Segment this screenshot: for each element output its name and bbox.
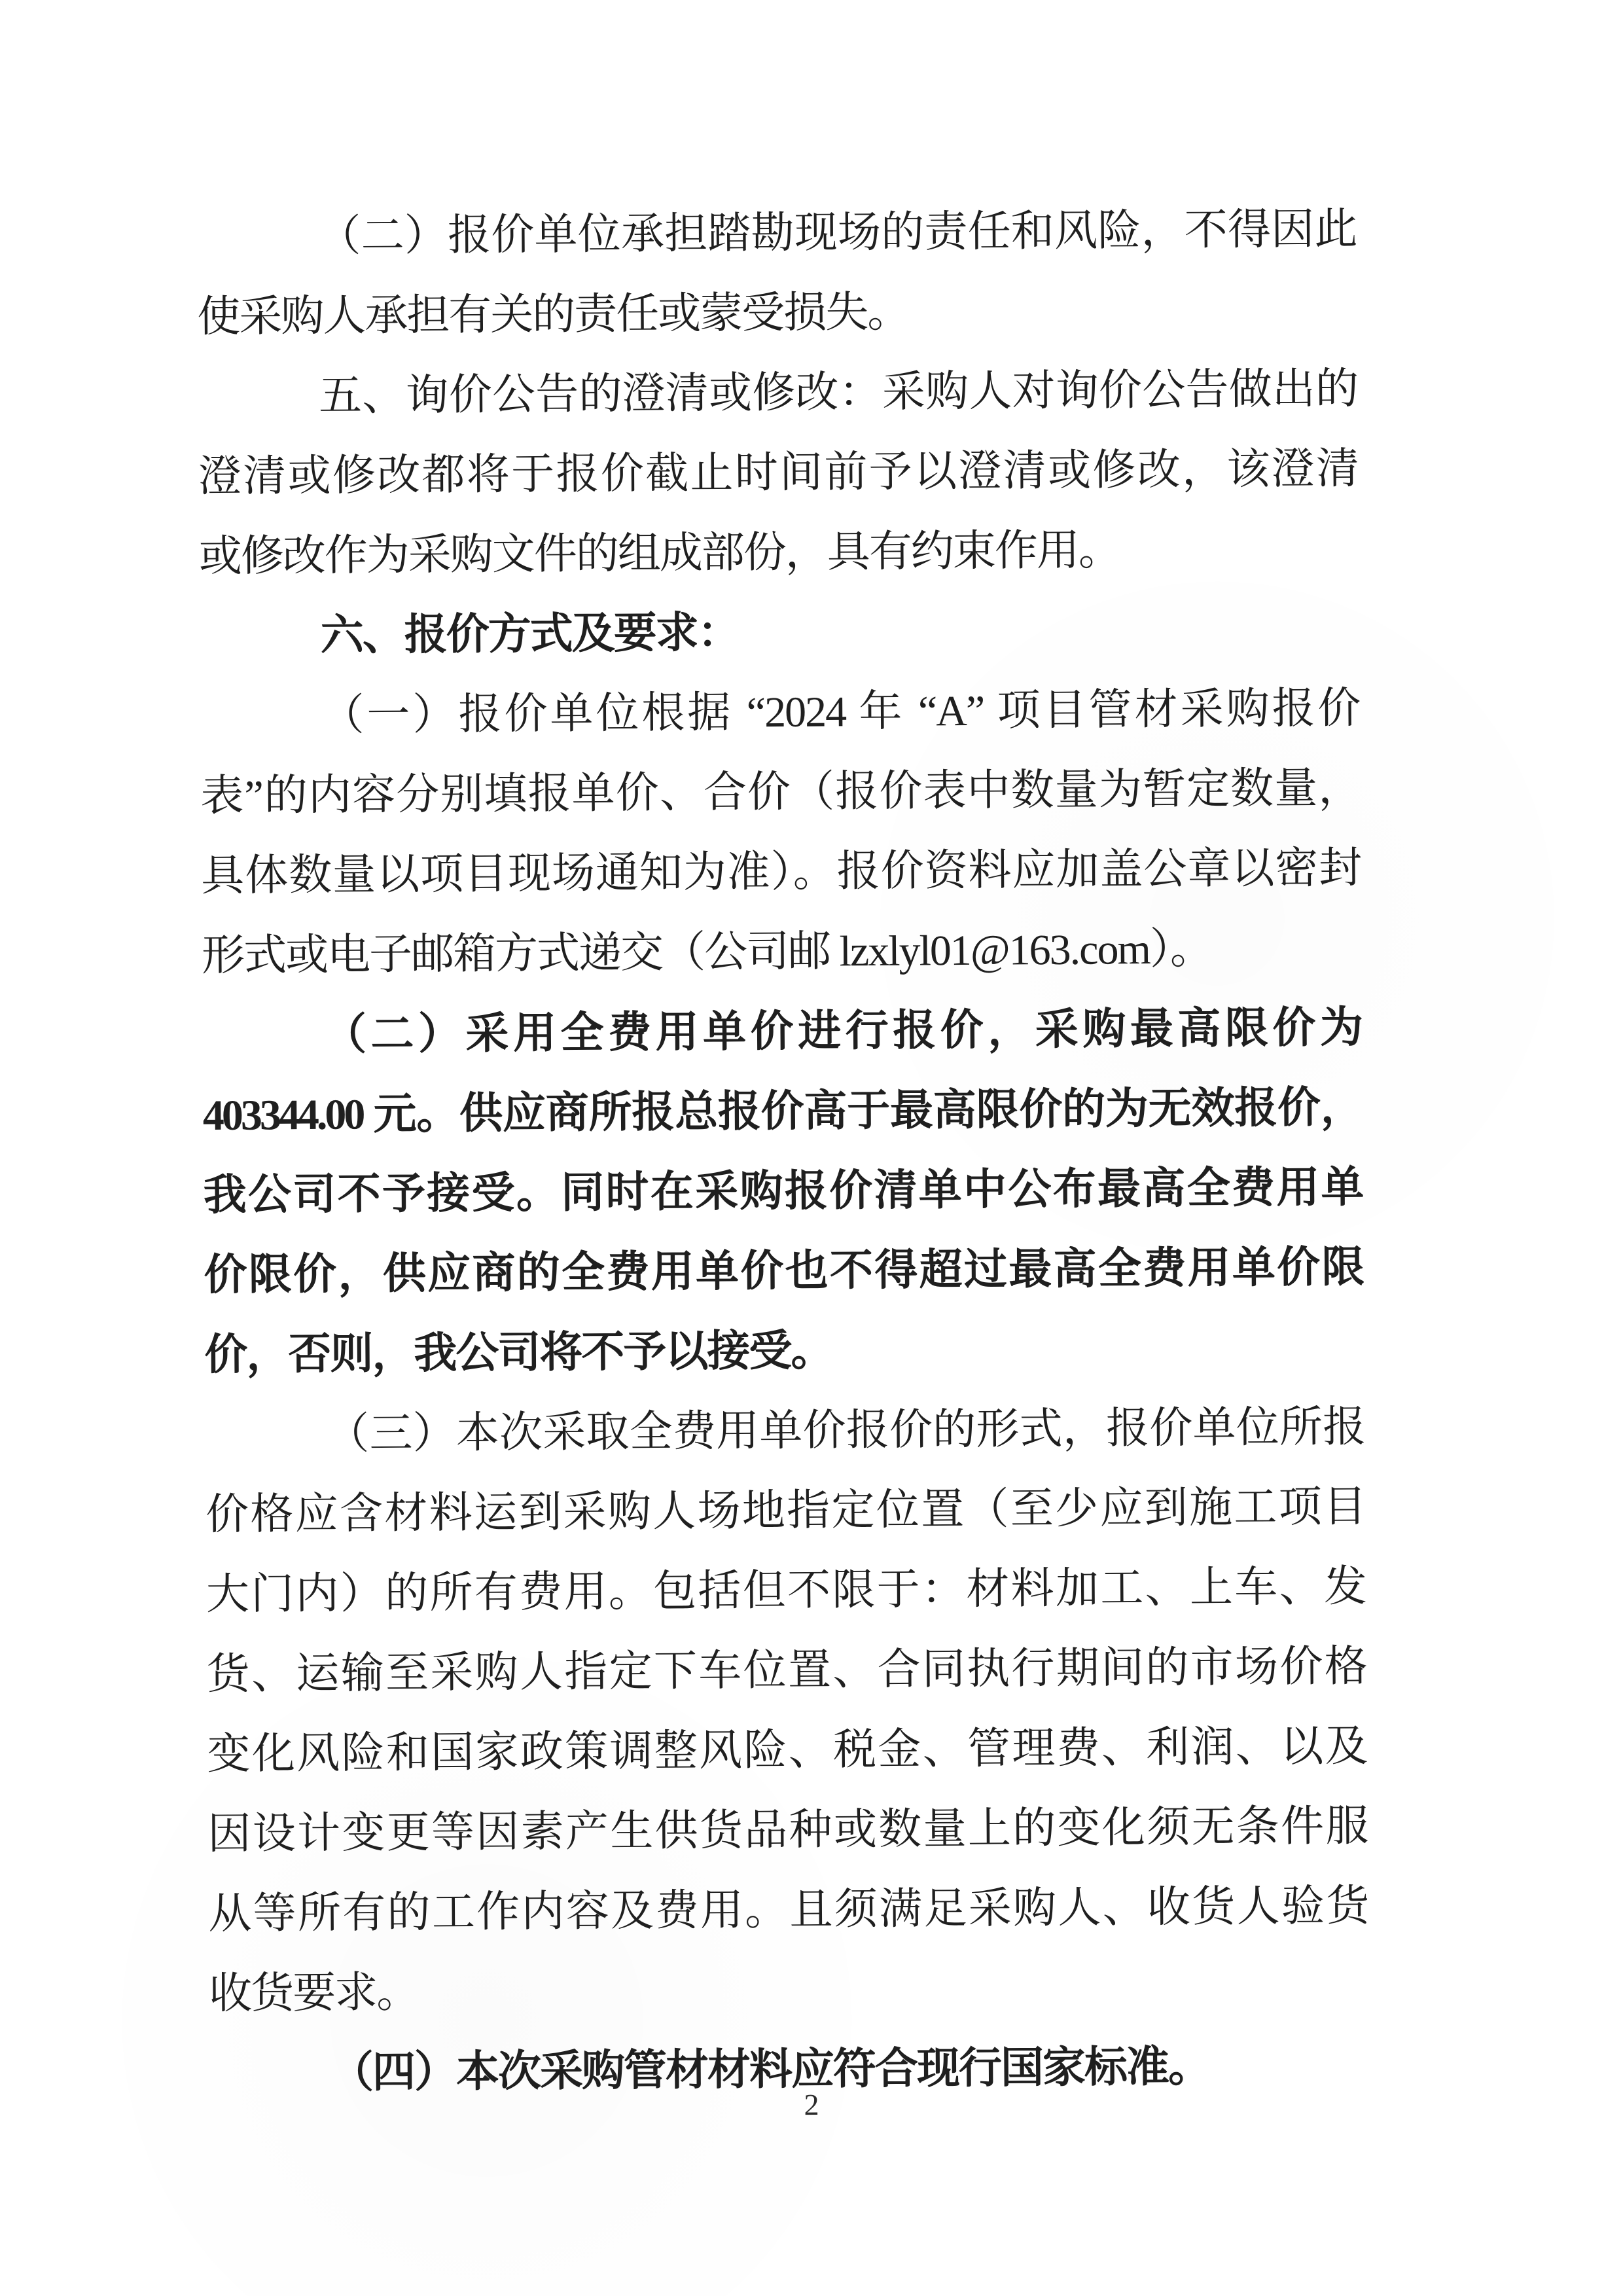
text-line: 我公司不予接受。同时在采购报价清单中公布最高全费用单: [203, 1163, 1363, 1220]
text-line: 表”的内容分别填报单价、合价（报价表中数量为暂定数量，: [200, 764, 1361, 821]
text-line: 货、运输至采购人指定下车位置、合同执行期间的市场价格: [206, 1642, 1366, 1699]
text-line: 大门内）的所有费用。包括但不限于：材料加工、上车、发: [205, 1562, 1366, 1619]
text-line: （四）本次采购管材材料应符合现行国家标准。: [330, 2043, 1211, 2097]
text-line: （二）采用全费用单价进行报价，采购最高限价为: [323, 1003, 1363, 1059]
text-line: 收货要求。: [208, 1968, 419, 2018]
text-line: 价限价，供应商的全费用单价也不得超过最高全费用单价限: [204, 1243, 1364, 1300]
text-line: （一）报价单位根据 “2024 年 “A” 项目管材采购报价: [321, 684, 1360, 740]
document-body: [196, 190, 1369, 2114]
text-line: 因设计变更等因素产生供货品种或数量上的变化须无条件服: [207, 1802, 1368, 1859]
text-line: 从等所有的工作内容及费用。且须满足采购人、收货人验货: [208, 1882, 1368, 1939]
text-line: （二）报价单位承担踏勘现场的责任和风险，不得因此: [317, 205, 1357, 260]
text-line: （三）本次采取全费用单价报价的形式，报价单位所报: [325, 1403, 1365, 1458]
text-line: [202, 1068, 1363, 1156]
max-price-value: 403344.00: [202, 1090, 363, 1140]
text-line: 变化风险和国家政策调整风险、税金、管理费、利润、以及: [207, 1722, 1367, 1779]
section-heading-5: 五、询价公告的澄清或修改：采购人对询价公告做出的: [318, 365, 1358, 420]
section-heading-6: 六、报价方式及要求：: [320, 609, 740, 660]
page-number: 2: [804, 2087, 819, 2122]
text-line: 价，否则，我公司将不予以接受。: [204, 1327, 833, 1380]
text-line-email: 形式或电子邮箱方式递交（公司邮 lzxlyl01@163.com）。: [201, 925, 1213, 980]
text-line: 或修改作为采购文件的组成部份，具有约束作用。: [198, 526, 1121, 581]
text-line: 具体数量以项目现场通知为准）。报价资料应加盖公章以密封: [201, 844, 1361, 901]
text-line: 澄清或修改都将于报价截止时间前予以澄清或修改，该澄清: [198, 444, 1359, 501]
text-line-rest: 元。供应商所报总报价高于最高限价的为无效报价，: [363, 1083, 1363, 1139]
text-line: 价格应含材料运到采购人场地指定位置（至少应到施工项目: [205, 1482, 1366, 1539]
text-line: 使采购人承担有关的责任或蒙受损失。: [197, 288, 910, 342]
